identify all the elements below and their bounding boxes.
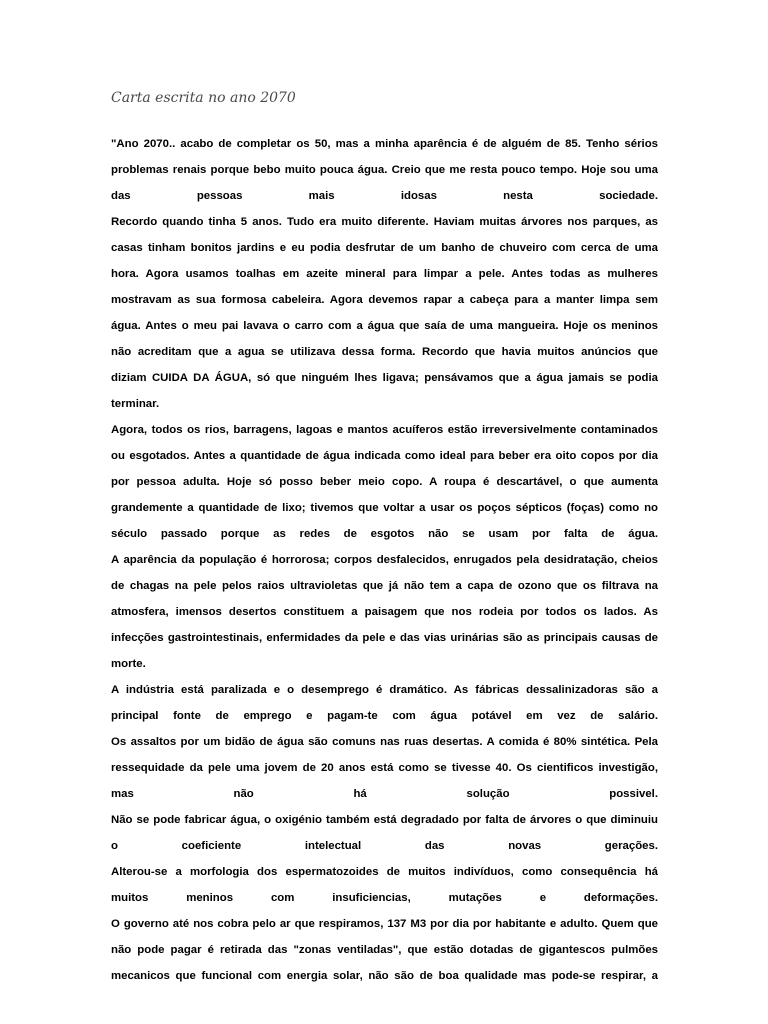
text-line: diziam CUIDA DA ÁGUA, só que ninguém lhes ligava; pensávamos que a água jamais se podia: [111, 372, 658, 384]
text-line: o coeficiente intelectual das novas gerações.: [111, 840, 658, 852]
text-line: "Ano 2070.. acabo de completar os 50, mas a minha aparência é de alguém de 85. Tenho sérios: [111, 138, 658, 150]
text-line: atmosfera, imensos desertos constituem a paisagem que nos rodeia por todos os lados. As: [111, 606, 658, 618]
text-line: principal fonte de emprego e pagam-te com água potável em vez de salário.: [111, 710, 658, 722]
text-line: ressequidade da pele uma jovem de 20 anos está como se tivesse 40. Os cientificos investigão,: [111, 762, 658, 774]
text-line: morte.: [111, 658, 146, 670]
text-line: não pode pagar é retirada das "zonas ventiladas", que estão dotadas de gigantescos pulmões: [111, 944, 658, 956]
text-line: casas tinham bonitos jardins e eu podia desfrutar de um banho de chuveiro com cerca de uma: [111, 242, 658, 254]
text-line: A indústria está paralizada e o desemprego é dramático. As fábricas dessalinizadoras são a: [111, 684, 658, 696]
text-line: água. Antes o meu pai lavava o carro com a água que saía de uma mangueira. Hoje os meninos: [111, 320, 658, 332]
text-line: Alterou-se a morfologia dos espermatozoides de muitos indivíduos, como consequência há: [111, 866, 658, 878]
text-line: grandemente a quantidade de lixo; tivemos que voltar a usar os poços sépticos (foças) como no: [111, 502, 658, 514]
text-line: das pessoas mais idosas nesta sociedade.: [111, 190, 658, 202]
text-line: hora. Agora usamos toalhas em azeite mineral para limpar a pele. Antes todas as mulheres: [111, 268, 658, 280]
text-line: Recordo quando tinha 5 anos. Tudo era muito diferente. Haviam muitas árvores nos parques, as: [111, 216, 658, 228]
text-line: O governo até nos cobra pelo ar que respiramos, 137 M3 por dia por habitante e adulto. Quem que: [111, 918, 658, 930]
text-line: mas não há solução possivel.: [111, 788, 658, 800]
text-line: século passado porque as redes de esgotos não se usam por falta de água.: [111, 528, 658, 540]
text-line: Os assaltos por um bidão de água são comuns nas ruas desertas. A comida é 80% sintética. Pela: [111, 736, 658, 748]
text-line: muitos meninos com insuficiencias, mutações e deformações.: [111, 892, 658, 904]
text-line: Agora, todos os rios, barragens, lagoas e mantos acuíferos estão irreversivelmente contaminados: [111, 424, 658, 436]
text-line: infecções gastrointestinais, enfermidades da pele e das vias urinárias são as principais causas de: [111, 632, 658, 644]
text-line: Não se pode fabricar água, o oxigénio também está degradado por falta de árvores o que diminuiu: [111, 814, 658, 826]
text-line: ou esgotados. Antes a quantidade de água indicada como ideal para beber era oito copos por dia: [111, 450, 658, 462]
document-title: Carta escrita no ano 2070: [111, 90, 296, 106]
text-line: A aparência da população é horrorosa; corpos desfalecidos, enrugados pela desidratação, cheios: [111, 554, 658, 566]
text-line: terminar.: [111, 398, 160, 410]
text-line: mostravam as sua formosa cabeleira. Agora devemos rapar a cabeça para a manter limpa sem: [111, 294, 658, 306]
text-line: de chagas na pele pelos raios ultravioletas que já não tem a capa de ozono que os filtrava na: [111, 580, 658, 592]
text-line: não acreditam que a agua se utilizava dessa forma. Recordo que havia muitos anúncios que: [111, 346, 658, 358]
text-line: problemas renais porque bebo muito pouca água. Creio que me resta pouco tempo. Hoje sou uma: [111, 164, 658, 176]
text-line: por pessoa adulta. Hoje só posso beber meio copo. A roupa é descartável, o que aumenta: [111, 476, 658, 488]
document-body: [111, 131, 658, 989]
text-line: mecanicos que funcional com energia solar, não são de boa qualidade mas pode-se respirar, a: [111, 970, 658, 982]
